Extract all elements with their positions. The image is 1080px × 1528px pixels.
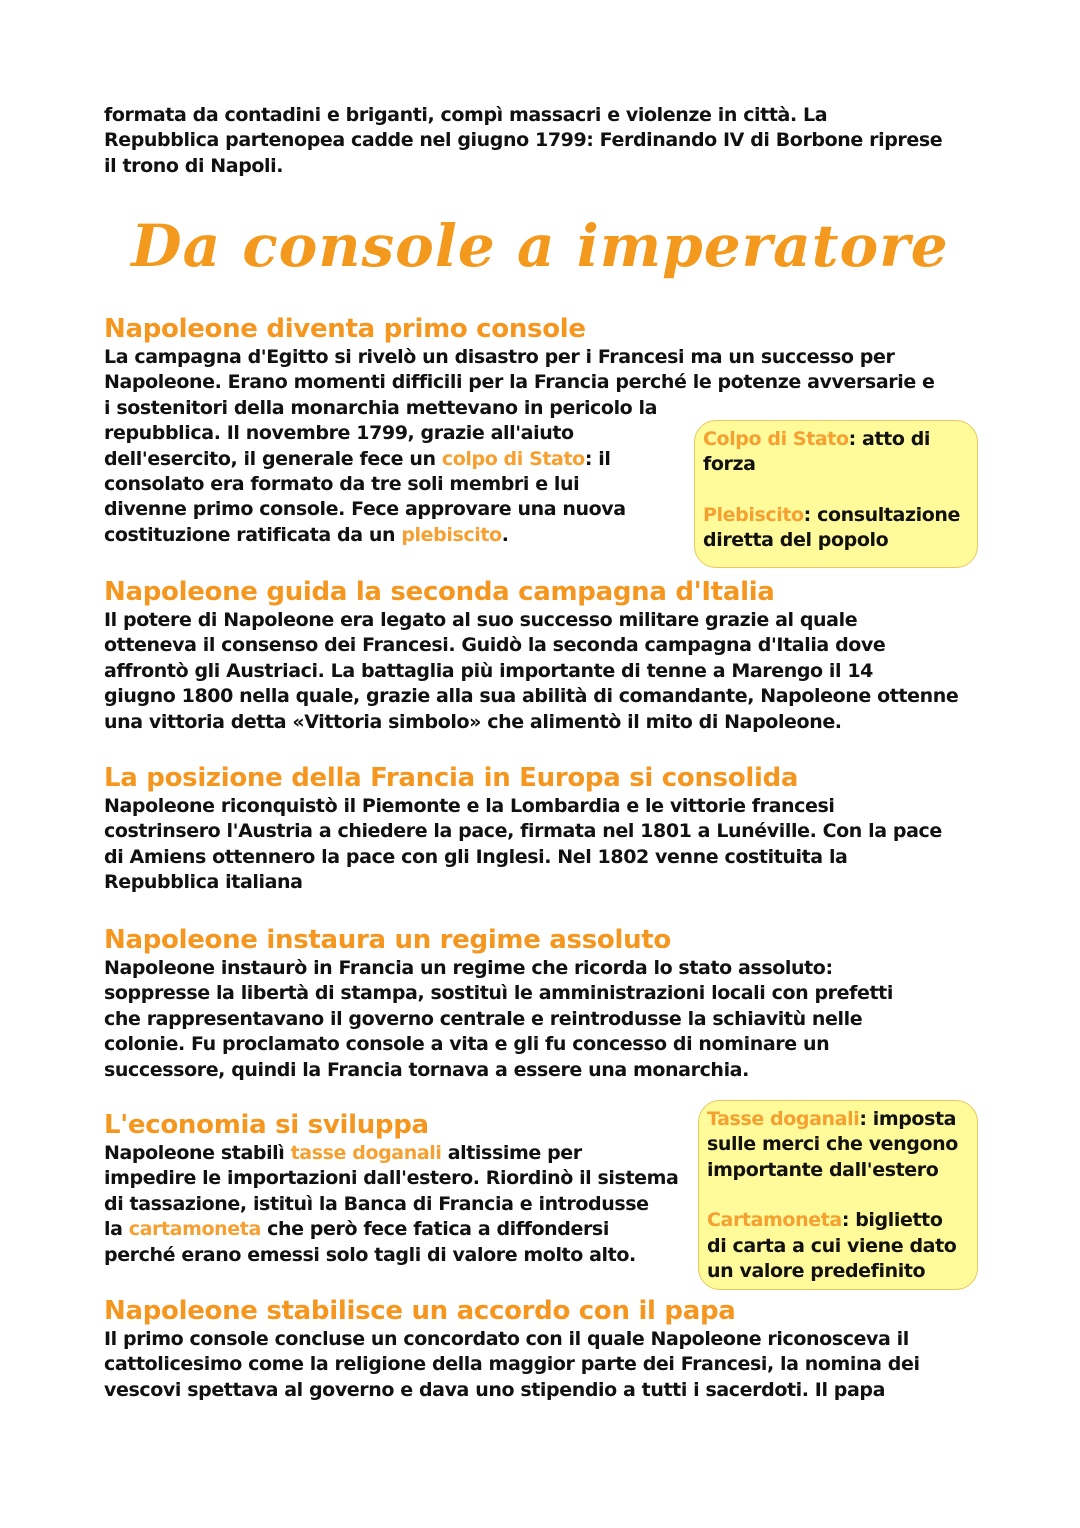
text-line [104,1141,678,1166]
text-line: Napoleone riconquistò il Piemonte e la Lombardia e le vittorie francesi [104,795,835,817]
glossary-term: Tasse doganali [707,1108,860,1130]
text-fragment: . [501,523,509,546]
text-line: perché erano emessi solo tagli di valore molto alto. [104,1243,636,1266]
text-line: costrinsero l'Austria a chiedere la pace, firmata nel 1801 a Lunéville. Con la pace [104,820,942,843]
section-body-seconda-campagna [104,608,958,735]
glossary-definition: : biglietto [841,1209,943,1232]
text-line: repubblica. Il novembre 1799, grazie all'aiuto [104,422,574,445]
section-body-accordo-papa [104,1327,920,1403]
glossary-entry-tasse-doganali [707,1107,969,1132]
highlight-term-cartamoneta: cartamoneta [128,1218,261,1241]
text-line: una vittoria detta «Vittoria simbolo» che alimentò il mito di Napoleone. [104,710,842,733]
text-fragment: : il [584,447,611,470]
glossary-entry-cartamoneta [707,1208,969,1233]
text-line: di tassazione, istituì la Banca di Francia e introdusse [104,1192,649,1215]
intro-paragraph [104,103,942,179]
glossary-definition: : consultazione [803,503,961,526]
text-line: divenne primo console. Fece approvare una nuova [104,498,626,521]
section-body-posizione-francia [104,794,942,896]
text-fragment: altissime per [441,1142,582,1164]
highlight-term-tasse-doganali: tasse doganali [290,1142,442,1164]
text-line: Repubblica italiana [104,871,303,894]
text-line: che rappresentavano il governo centrale e reintrodusse la schiavitù nelle [104,1007,863,1030]
glossary-term: Plebiscito [703,503,804,526]
text-line: Il potere di Napoleone era legato al suo successo militare grazie al quale [104,609,858,631]
text-line: Il primo console concluse un concordato con il quale Napoleone riconosceva il [104,1328,909,1350]
highlight-term-plebiscito: plebiscito [401,523,502,546]
glossary-definition: importante dall'estero [707,1158,939,1181]
text-line: successore, quindi la Francia tornava a essere una monarchia. [104,1058,749,1081]
section-heading-posizione-francia: La posizione della Francia in Europa si consolida [104,763,799,793]
text-fragment: Napoleone stabilì [104,1142,291,1164]
text-line [104,1217,678,1242]
text-line: cattolicesimo come la religione della maggior parte dei Francesi, la nomina dei [104,1353,920,1376]
glossary-definition: forza [703,453,756,476]
text-fragment: dell'esercito, il generale fece un [104,447,442,470]
text-line: soppresse la libertà di stampa, sostituì le amministrazioni locali con prefetti [104,982,893,1005]
text-fragment: la [104,1218,129,1241]
section-heading-regime-assoluto: Napoleone instaura un regime assoluto [104,925,671,955]
glossary-definition: di carta a cui viene dato [707,1234,957,1257]
text-line: colonie. Fu proclamato console a vita e gli fu concesso di nominare un [104,1033,830,1056]
section-body-economia [104,1141,678,1268]
glossary-definition: : atto di [848,428,931,450]
glossary-box-colpo-plebiscito [694,420,978,568]
page-title: Da console a imperatore [131,212,949,280]
text-line: impedire le importazioni dall'estero. Riordinò il sistema [104,1167,679,1190]
text-line: il trono di Napoli. [104,154,284,177]
text-fragment: costituzione ratificata da un [104,523,402,546]
spacer [703,478,969,503]
text-line: Repubblica partenopea cadde nel giugno 1799: Ferdinando IV di Borbone riprese [104,129,943,152]
text-fragment: che però fece fatica a diffondersi [260,1218,609,1241]
glossary-definition: sulle merci che vengono [707,1133,958,1156]
glossary-entry-plebiscito [703,503,969,528]
text-line: i sostenitori della monarchia mettevano in pericolo la [104,396,658,419]
text-line: vescovi spettava al governo e dava uno stipendio a tutti i sacerdoti. Il papa [104,1378,886,1401]
glossary-entry-colpo-di-stato [703,427,969,452]
highlight-term-colpo-di-stato: colpo di Stato [441,447,585,470]
section-heading-accordo-papa: Napoleone stabilisce un accordo con il papa [104,1296,736,1326]
glossary-term: Cartamoneta [707,1209,842,1232]
text-line: di Amiens ottennero la pace con gli Inglesi. Nel 1802 venne costituita la [104,845,848,868]
glossary-term: Colpo di Stato [703,428,849,450]
text-line: La campagna d'Egitto si rivelò un disastro per i Francesi ma un successo per [104,346,895,368]
spacer [707,1183,969,1208]
section-body-regime-assoluto [104,956,893,1083]
text-line: consolato era formato da tre soli membri e lui [104,473,580,496]
section-heading-economia: L'economia si sviluppa [104,1110,429,1140]
text-line: Napoleone instaurò in Francia un regime che ricorda lo stato assoluto: [104,957,833,979]
text-line: Napoleone. Erano momenti difficili per la Francia perché le potenze avversarie e [104,371,935,394]
section-heading-seconda-campagna: Napoleone guida la seconda campagna d'Italia [104,577,775,607]
glossary-definition: un valore predefinito [707,1260,926,1283]
text-line: giugno 1800 nella quale, grazie alla sua abilità di comandante, Napoleone ottenne [104,685,959,708]
text-line: affrontò gli Austriaci. La battaglia più importante di tenne a Marengo il 14 [104,659,873,682]
text-line: formata da contadini e briganti, compì massacri e violenze in città. La [104,104,828,126]
glossary-definition: diretta del popolo [703,529,889,552]
glossary-definition: : imposta [859,1108,957,1130]
glossary-box-tasse-cartamoneta [698,1100,978,1290]
section-heading-primo-console: Napoleone diventa primo console [104,314,586,344]
text-line: otteneva il consenso dei Francesi. Guidò la seconda campagna d'Italia dove [104,634,886,657]
